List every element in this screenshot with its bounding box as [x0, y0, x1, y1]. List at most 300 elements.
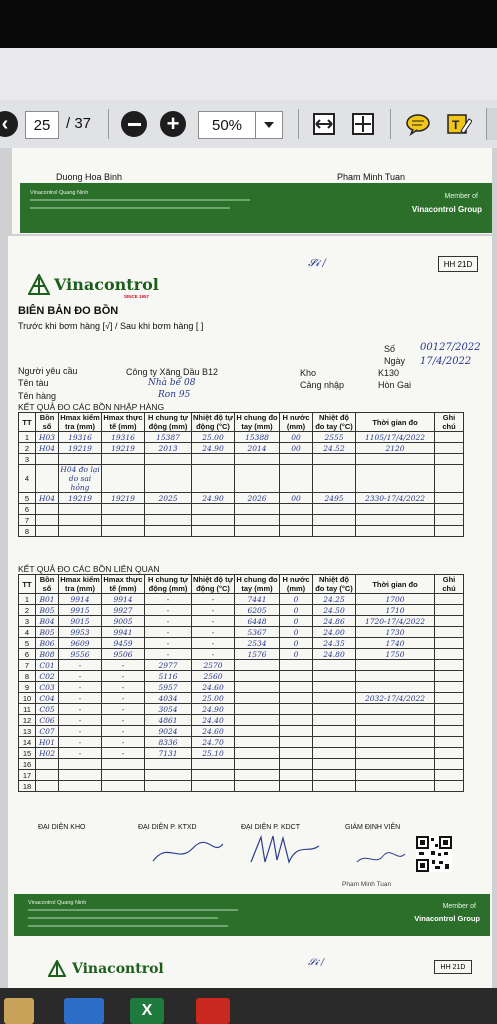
table-cell: H04	[36, 493, 59, 504]
contact-line	[30, 207, 230, 209]
table-cell: 24.00	[313, 627, 356, 638]
table-cell: 24.35	[313, 638, 356, 649]
table-cell: 2330-17/4/2022	[356, 493, 435, 504]
table-cell: 19316	[102, 432, 145, 443]
table-cell: 1	[19, 594, 36, 605]
table-cell	[59, 759, 102, 770]
table-cell	[356, 715, 435, 726]
table-cell: 19219	[102, 443, 145, 454]
highlight-pen-icon	[446, 111, 472, 137]
toolbar-divider	[108, 109, 109, 139]
table-cell: 2	[19, 605, 36, 616]
table-cell	[356, 671, 435, 682]
table-cell	[435, 627, 464, 638]
table-cell: -	[102, 693, 145, 704]
field-value-cang-nhap: Hòn Gai	[378, 380, 412, 390]
table-cell: C05	[36, 704, 59, 715]
intake-tanks-table	[18, 412, 464, 537]
table-cell	[280, 770, 313, 781]
table-cell	[235, 660, 280, 671]
table-cell: 9941	[102, 627, 145, 638]
table-cell	[435, 594, 464, 605]
table-cell	[280, 693, 313, 704]
table-cell: 2977	[145, 660, 192, 671]
toolbar-divider	[298, 109, 299, 139]
table-cell: 9556	[59, 649, 102, 660]
table-row	[19, 515, 464, 526]
table-cell	[102, 515, 145, 526]
table-cell: -	[102, 671, 145, 682]
table-row	[19, 605, 464, 616]
table-cell: 5367	[235, 627, 280, 638]
col-h-nuoc: H nước (mm)	[280, 413, 313, 432]
table-row	[19, 704, 464, 715]
table-cell	[59, 504, 102, 515]
zoom-dropdown-button[interactable]	[255, 111, 283, 139]
table-cell	[192, 759, 235, 770]
table-cell: 9953	[59, 627, 102, 638]
table-cell: B05	[36, 605, 59, 616]
table-cell	[36, 770, 59, 781]
table-cell: 16	[19, 759, 36, 770]
table-cell: 25.00	[192, 432, 235, 443]
table-cell	[235, 748, 280, 759]
toolbar-overflow	[486, 108, 497, 140]
table-cell	[280, 454, 313, 465]
inspector-name: Pham Minh Tuan	[342, 881, 392, 888]
col-h-chung-tu-dong: H chung tự động (mm)	[145, 413, 192, 432]
table-cell: B04	[36, 616, 59, 627]
table-cell: 0	[280, 605, 313, 616]
table-cell	[435, 443, 464, 454]
signer-left-name: Duong Hoa Binh	[56, 172, 123, 182]
table-row	[19, 660, 464, 671]
table-cell	[36, 781, 59, 792]
col-hmax-kiem-tra: Hmax kiểm tra (mm)	[60, 575, 100, 593]
so-value: 00127/2022	[420, 342, 481, 353]
table-cell: 9005	[102, 616, 145, 627]
table-row	[19, 627, 464, 638]
col-nhiet-do-tu-dong: Nhiệt độ tự động (°C)	[193, 575, 234, 593]
table-cell	[102, 759, 145, 770]
table-cell: 24.40	[192, 715, 235, 726]
plus-icon: +	[166, 111, 180, 136]
table-cell	[280, 682, 313, 693]
table-cell	[435, 704, 464, 715]
table-cell	[435, 671, 464, 682]
table-row	[19, 443, 464, 454]
table-cell: H03	[36, 432, 59, 443]
fit-page-button[interactable]	[350, 111, 376, 137]
contact-line	[28, 917, 218, 919]
table-cell: 1	[19, 432, 36, 443]
table-cell: 11	[19, 704, 36, 715]
table-cell: -	[59, 704, 102, 715]
table-cell: 8	[19, 671, 36, 682]
table-cell	[313, 465, 356, 493]
zalo-app-icon[interactable]	[64, 998, 104, 1024]
table-cell	[356, 504, 435, 515]
table-cell: -	[59, 715, 102, 726]
table-cell	[192, 526, 235, 537]
document-title: BIÊN BẢN ĐO BỒN	[18, 305, 119, 317]
field-value-nguoi-yeu-cau: Công ty Xăng Dầu B12	[126, 367, 219, 377]
table-cell	[235, 737, 280, 748]
signer-label-kho: ĐẠI DIỆN KHO	[38, 824, 86, 831]
table-cell	[145, 465, 192, 493]
table-cell	[192, 770, 235, 781]
table-cell: 17	[19, 770, 36, 781]
table-cell	[235, 704, 280, 715]
table-cell: 2025	[145, 493, 192, 504]
table-cell: 24.52	[313, 443, 356, 454]
table-cell	[36, 504, 59, 515]
table-cell: -	[102, 704, 145, 715]
table-cell: -	[59, 737, 102, 748]
table-cell	[435, 715, 464, 726]
table-cell: 1700	[356, 594, 435, 605]
signature-inspector	[353, 848, 408, 868]
folder-app-icon[interactable]	[4, 998, 34, 1024]
table-cell: 15388	[235, 432, 280, 443]
table-cell: 1740	[356, 638, 435, 649]
table-cell: 2555	[313, 432, 356, 443]
table-cell: 18	[19, 781, 36, 792]
table-cell: 24.25	[313, 594, 356, 605]
table-cell	[235, 726, 280, 737]
excel-app-icon[interactable]: X	[130, 998, 164, 1024]
zoom-level-field[interactable]: 50%	[198, 111, 256, 139]
table-cell	[280, 737, 313, 748]
table-cell: 19219	[59, 443, 102, 454]
table-cell: -	[145, 638, 192, 649]
prev-member-of: Member of	[444, 193, 478, 200]
window-top-strip	[0, 48, 497, 100]
table-cell	[102, 465, 145, 493]
table-row	[19, 737, 464, 748]
table-cell	[36, 526, 59, 537]
table-cell	[435, 726, 464, 737]
table-cell: 2495	[313, 493, 356, 504]
table-cell	[192, 454, 235, 465]
table-cell: 4	[19, 465, 36, 493]
comment-button[interactable]	[405, 111, 431, 137]
table-row	[19, 594, 464, 605]
col-thoi-gian-do: Thời gian đo	[356, 575, 435, 594]
table-cell	[235, 465, 280, 493]
table-cell: -	[192, 649, 235, 660]
table-cell	[59, 526, 102, 537]
table-cell	[36, 465, 59, 493]
prev-company-line: Vinacontrol Quang Ninh	[30, 190, 89, 196]
table-cell: 5	[19, 493, 36, 504]
table-cell	[435, 693, 464, 704]
table-row	[19, 693, 464, 704]
table-cell	[356, 759, 435, 770]
table-cell: 13	[19, 726, 36, 737]
table-cell: 2570	[192, 660, 235, 671]
table-cell: -	[102, 660, 145, 671]
signer-label-ktxd: ĐẠI DIỆN P. KTXD	[138, 824, 197, 831]
table-row	[19, 616, 464, 627]
table-cell	[356, 454, 435, 465]
table-cell: -	[192, 605, 235, 616]
table-cell: 14	[19, 737, 36, 748]
table-cell	[102, 504, 145, 515]
pdf-toolbar	[0, 100, 497, 149]
table-cell	[313, 682, 356, 693]
table-cell	[280, 704, 313, 715]
table-cell: 2	[19, 443, 36, 454]
table-cell: -	[59, 682, 102, 693]
page-footer-band	[14, 894, 490, 936]
zoom-out-button[interactable]	[121, 111, 147, 137]
table-cell	[435, 682, 464, 693]
col-hmax-thuc-te: Hmax thực tế (mm)	[103, 575, 143, 593]
table-cell	[356, 748, 435, 759]
footer-group: Vinacontrol Group	[414, 914, 480, 923]
table-cell	[59, 770, 102, 781]
table-cell: 7441	[235, 594, 280, 605]
table-row	[19, 526, 464, 537]
table-cell: 5957	[145, 682, 192, 693]
table-cell	[435, 638, 464, 649]
vinacontrol-logo-icon	[48, 960, 66, 978]
table-cell: 9914	[59, 594, 102, 605]
field-label-ten-hang: Tên hàng	[18, 391, 57, 401]
comment-icon	[405, 111, 431, 137]
table-cell: 12	[19, 715, 36, 726]
table-cell: 9914	[102, 594, 145, 605]
table-cell: 00	[280, 493, 313, 504]
table-cell	[356, 726, 435, 737]
table-cell	[313, 693, 356, 704]
footer-member-of: Member of	[442, 903, 476, 910]
table-cell	[313, 759, 356, 770]
col-tt: TT	[19, 575, 36, 594]
table-cell: 0	[280, 594, 313, 605]
table-cell	[235, 781, 280, 792]
table-cell: 15	[19, 748, 36, 759]
table-cell	[235, 526, 280, 537]
table-cell: -	[59, 726, 102, 737]
form-code-box: HH 21D	[434, 960, 472, 974]
table-cell	[192, 465, 235, 493]
table-cell	[280, 715, 313, 726]
table-cell: 7131	[145, 748, 192, 759]
table-cell: 4861	[145, 715, 192, 726]
field-label-nguoi-yeu-cau: Người yêu cầu	[18, 366, 78, 376]
fit-page-icon	[350, 111, 376, 137]
col-nhiet-do-do-tay: Nhiệt độ đo tay (°C)	[313, 413, 356, 432]
table-cell	[313, 454, 356, 465]
table-cell: 24.60	[192, 726, 235, 737]
table-cell	[435, 515, 464, 526]
table-cell: -	[145, 605, 192, 616]
table-cell	[313, 504, 356, 515]
table-cell	[235, 715, 280, 726]
table-cell: 24.70	[192, 737, 235, 748]
table-cell	[235, 515, 280, 526]
table-cell	[280, 526, 313, 537]
signer-label-kdct: ĐẠI DIỆN P. KDCT	[241, 824, 300, 831]
table-cell	[280, 748, 313, 759]
table-cell	[313, 770, 356, 781]
table-cell	[435, 432, 464, 443]
prev-group: Vinacontrol Group	[411, 205, 482, 214]
footer-company-line: Vinacontrol Quang Ninh	[28, 900, 87, 906]
table-cell	[435, 504, 464, 515]
table-cell	[313, 515, 356, 526]
table-cell	[313, 671, 356, 682]
pdf-reader-app-icon[interactable]	[196, 998, 230, 1024]
table-cell	[102, 781, 145, 792]
table-cell: 25.00	[192, 693, 235, 704]
table-cell: 5	[19, 638, 36, 649]
table-cell	[145, 781, 192, 792]
fit-width-icon	[311, 111, 337, 137]
table-cell: B06	[36, 638, 59, 649]
table-cell	[435, 526, 464, 537]
table-cell: 5116	[145, 671, 192, 682]
table-cell: 8	[19, 526, 36, 537]
table-cell: 1750	[356, 649, 435, 660]
table-cell	[356, 682, 435, 693]
table-cell: -	[102, 682, 145, 693]
previous-page-footer	[12, 148, 492, 234]
table-cell: 19316	[59, 432, 102, 443]
table-cell: C04	[36, 693, 59, 704]
table-cell	[235, 682, 280, 693]
initial-mark: 𝓢𝓲 /	[308, 958, 325, 968]
table-cell: -	[59, 748, 102, 759]
table-cell: 15387	[145, 432, 192, 443]
table-cell: 1710	[356, 605, 435, 616]
table-cell: 00	[280, 432, 313, 443]
table-cell	[313, 704, 356, 715]
table-cell	[356, 770, 435, 781]
col-tt: TT	[19, 413, 36, 432]
table-cell	[36, 515, 59, 526]
qr-code-icon	[416, 836, 452, 872]
table-cell: B05	[36, 627, 59, 638]
col-ghi-chu: Ghi chú	[435, 575, 464, 594]
table-cell	[313, 726, 356, 737]
signer-label-giam-dinh-vien: GIÁM ĐỊNH VIÊN	[345, 824, 401, 831]
table-row	[19, 493, 464, 504]
table-cell	[235, 770, 280, 781]
table-cell	[235, 759, 280, 770]
signer-right-name: Pham Minh Tuan	[337, 172, 406, 182]
fit-width-button[interactable]	[311, 111, 337, 137]
vinacontrol-logo-text: Vinacontrol	[72, 961, 164, 977]
table-cell: -	[102, 726, 145, 737]
zoom-in-button[interactable]	[160, 111, 186, 137]
contact-line	[28, 909, 238, 911]
table-cell	[280, 515, 313, 526]
document-subtitle: Trước khi bơm hàng [√] / Sau khi bơm hàng [ ]	[18, 321, 204, 331]
field-label-kho: Kho	[300, 368, 317, 378]
table-cell: C01	[36, 660, 59, 671]
table-cell: -	[102, 715, 145, 726]
table-cell	[145, 526, 192, 537]
col-bon-so: Bồn số	[36, 413, 59, 432]
table-cell	[435, 759, 464, 770]
field-value-ten-tau: Nhà bể 08	[148, 378, 196, 388]
document-viewport[interactable]	[0, 148, 497, 988]
field-label-cang-nhap: Cảng nhập	[300, 380, 345, 390]
table-cell	[313, 781, 356, 792]
prev-page-button[interactable]: ‹	[0, 111, 18, 137]
table-cell: 0	[280, 638, 313, 649]
ngay-value: 17/4/2022	[420, 356, 472, 367]
related-tanks-table	[18, 574, 464, 792]
table-cell: -	[145, 594, 192, 605]
highlight-button[interactable]	[446, 111, 472, 137]
col-hmax-thuc-te: Hmax thực tế (mm)	[103, 413, 143, 431]
table-cell	[102, 454, 145, 465]
table-cell	[435, 454, 464, 465]
table-cell: -	[192, 638, 235, 649]
table-cell: C06	[36, 715, 59, 726]
table-cell: 24.50	[313, 605, 356, 616]
table-cell	[280, 465, 313, 493]
col-nhiet-do-tu-dong: Nhiệt độ tự động (°C)	[193, 413, 234, 431]
col-bon-so: Bồn số	[36, 575, 59, 594]
table-row	[19, 465, 464, 493]
table-cell: H04	[36, 443, 59, 454]
table-cell	[313, 660, 356, 671]
table-cell: -	[59, 671, 102, 682]
chevron-down-icon	[264, 122, 274, 128]
section1-title: KẾT QUẢ ĐO CÁC BỒN NHẬP HÀNG	[18, 402, 165, 412]
table-cell: H04 đo lại do sai hỏng	[60, 465, 100, 492]
table-cell: 9459	[102, 638, 145, 649]
table-cell	[280, 660, 313, 671]
logo-since: SINCE 1957	[124, 294, 150, 299]
table-cell	[435, 748, 464, 759]
field-value-kho: K130	[378, 368, 400, 378]
minus-icon	[128, 123, 141, 126]
table-cell	[435, 737, 464, 748]
table-cell: 24.90	[192, 443, 235, 454]
table-row	[19, 770, 464, 781]
table-cell: C02	[36, 671, 59, 682]
page-number-input[interactable]: 25	[25, 111, 59, 139]
col-h-nuoc: H nước (mm)	[280, 575, 313, 594]
table-cell	[435, 465, 464, 493]
col-h-chung-do-tay: H chung đo tay (mm)	[236, 413, 278, 431]
table-cell: C03	[36, 682, 59, 693]
section2-title: KẾT QUẢ ĐO CÁC BỒN LIÊN QUAN	[18, 564, 160, 574]
table-cell	[36, 759, 59, 770]
table-cell: 1576	[235, 649, 280, 660]
table-row	[19, 781, 464, 792]
table-cell: 19219	[59, 493, 102, 504]
vinacontrol-logo-text: Vinacontrol	[54, 275, 159, 294]
table-cell	[235, 693, 280, 704]
table-cell: -	[145, 649, 192, 660]
table-cell: 3054	[145, 704, 192, 715]
col-thoi-gian-do: Thời gian đo	[356, 413, 435, 432]
table-cell: -	[102, 737, 145, 748]
table-cell	[313, 715, 356, 726]
table-cell: 6205	[235, 605, 280, 616]
table-cell: -	[102, 748, 145, 759]
table-row	[19, 726, 464, 737]
table-cell: B08	[36, 649, 59, 660]
table-cell	[356, 515, 435, 526]
